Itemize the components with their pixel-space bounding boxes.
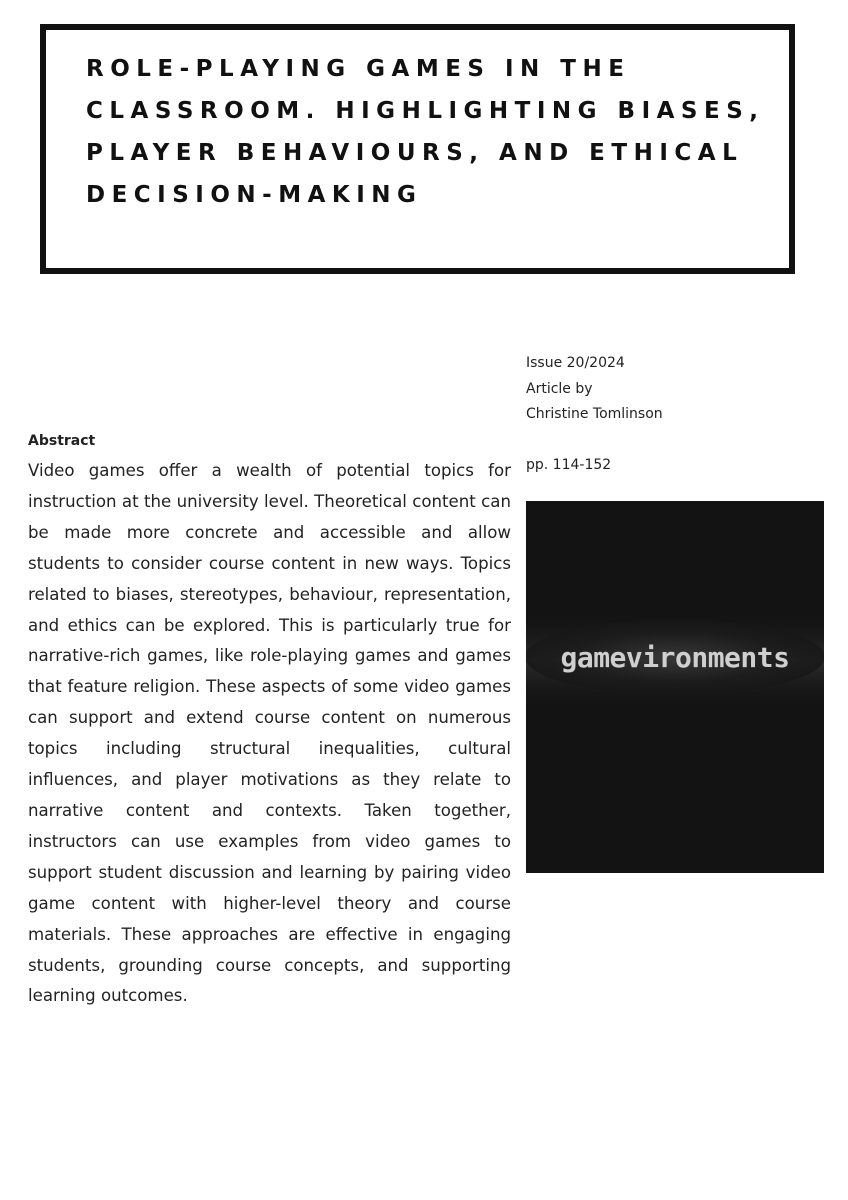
page-range: pp. 114-152: [526, 457, 612, 473]
abstract-body: Video games offer a wealth of potential topics for instruction at the university level. Theoretical content can be made more concrete and accessible and allow students to consider course content in new ways. Topics related to biases, stereotypes, behaviour, representation, and ethics can be explored. This is particularly true for narrative-rich games, like role-playing games and games that feature religion. These aspects of some video games can support and extend course content on numerous topics including structural inequalities, cultural influences, and player motivations as they relate to narrative content and contexts. Taken together, instructors can use examples from video games to support student discussion and learning by pairing video game content with higher-level theory and course materials. These approaches are effective in engaging students, grounding course concepts, and supporting learning outcomes.: [28, 461, 511, 1006]
title-box: [40, 24, 795, 274]
article-title: ROLE-PLAYING GAMES IN THE CLASSROOM. HIGHLIGHTING BIASES, PLAYER BEHAVIOURS, AND ETHICAL DECISION-MAKING: [86, 56, 765, 208]
cover-logo-text: gamevironments: [560, 641, 790, 674]
meta-spacer: [526, 428, 663, 454]
article-meta: [526, 351, 663, 479]
journal-cover-image: [526, 501, 824, 873]
byline-label: Article by: [526, 380, 593, 397]
abstract-heading: Abstract: [28, 433, 96, 449]
cover-graphic: [526, 501, 824, 873]
issue-label: Issue 20/2024: [526, 355, 625, 371]
author-name: Christine Tomlinson: [526, 406, 663, 422]
